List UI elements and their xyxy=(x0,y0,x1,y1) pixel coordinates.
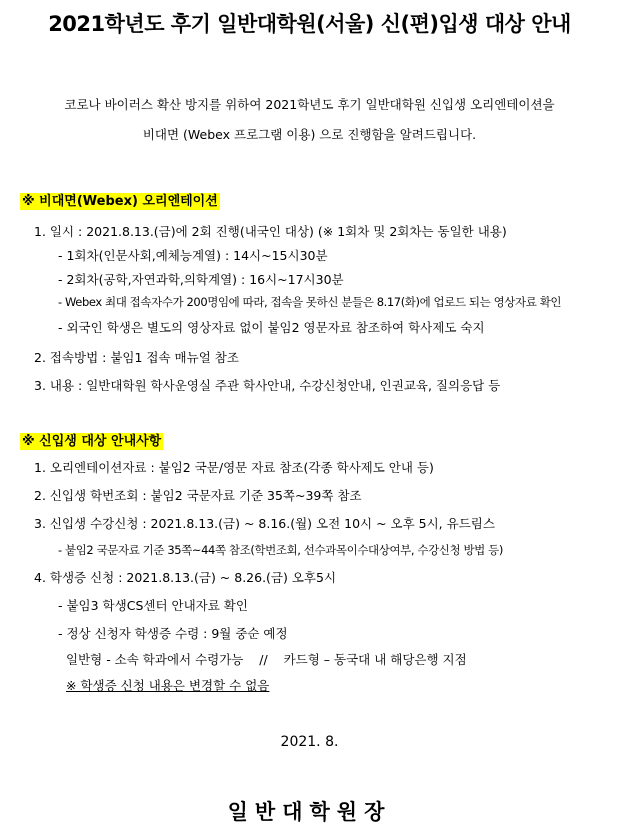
section-header-highlight: ※ 비대면(Webex) 오리엔테이션 xyxy=(22,194,218,209)
student-card-application: 4. 학생증 신청 : 2021.8.13.(금) ~ 8.26.(금) 오후5시 xyxy=(34,570,337,585)
document-date: 2021. 8. xyxy=(280,734,339,750)
student-card-pickup-schedule: - 정상 신청자 학생증 수령 : 9월 중순 예정 xyxy=(58,626,288,641)
student-id-lookup: 2. 신입생 학번조회 : 붙임2 국문자료 기준 35쪽~39쪽 참조 xyxy=(34,488,362,503)
section-online-orientation-header xyxy=(20,190,220,209)
intro-line-1: 코로나 바이러스 확산 방지를 위하여 2021학년도 후기 일반대학원 신입생 오리엔테이션을 xyxy=(64,97,555,112)
intro-line-2: 비대면 (Webex 프로그램 이용) 으로 진행함을 알려드립니다. xyxy=(142,127,477,142)
orientation-schedule: 1. 일시 : 2021.8.13.(금)에 2회 진행(내국인 대상) (※ 1회차 및 2회차는 동일한 내용) xyxy=(34,224,507,239)
course-registration-reference: - 붙임2 국문자료 기준 35쪽~44쪽 참조(학번조회, 선수과목이수대상여부, 수강신청 방법 등) xyxy=(58,543,503,557)
orientation-capacity-note: - Webex 최대 접속자수가 200명임에 따라, 접속을 못하신 분들은 8.17(화)에 업로드 되는 영상자료 확인 xyxy=(58,295,562,309)
intro-paragraph xyxy=(0,90,619,150)
course-registration: 3. 신입생 수강신청 : 2021.8.13.(금) ~ 8.16.(월) 오전 10시 ~ 오후 5시, 유드림스 xyxy=(34,516,495,531)
orientation-access-method: 2. 접속방법 : 붙임1 접속 매뉴얼 참조 xyxy=(34,350,239,365)
section-header-highlight: ※ 신입생 대상 안내사항 xyxy=(22,434,162,449)
orientation-session-1: - 1회차(인문사회,예체능계열) : 14시~15시30분 xyxy=(58,248,328,263)
orientation-session-2: - 2회차(공학,자연과학,의학계열) : 16시~17시30분 xyxy=(58,272,344,287)
orientation-contents: 3. 내용 : 일반대학원 학사운영실 주관 학사안내, 수강신청안내, 인권교육, 질의응답 등 xyxy=(34,378,501,393)
document-title: 2021학년도 후기 일반대학원(서울) 신(편)입생 대상 안내 xyxy=(48,12,571,36)
issuer-signature: 일반대학원장 xyxy=(227,800,392,824)
orientation-foreign-students-note: - 외국인 학생은 별도의 영상자료 없이 붙임2 영문자료 참조하여 학사제도 숙지 xyxy=(58,320,485,335)
section-freshmen-info-header xyxy=(20,430,163,449)
student-card-change-warning: ※ 학생증 신청 내용은 변경할 수 없음 xyxy=(66,678,270,693)
student-card-pickup-types: 일반형 - 소속 학과에서 수령가능 // 카드형 – 동국대 내 해당은행 지점 xyxy=(66,652,467,667)
student-card-cs-center-note: - 붙임3 학생CS센터 안내자료 확인 xyxy=(58,598,248,613)
orientation-materials: 1. 오리엔테이션자료 : 붙임2 국문/영문 자료 참조(각종 학사제도 안내 등) xyxy=(34,460,434,475)
